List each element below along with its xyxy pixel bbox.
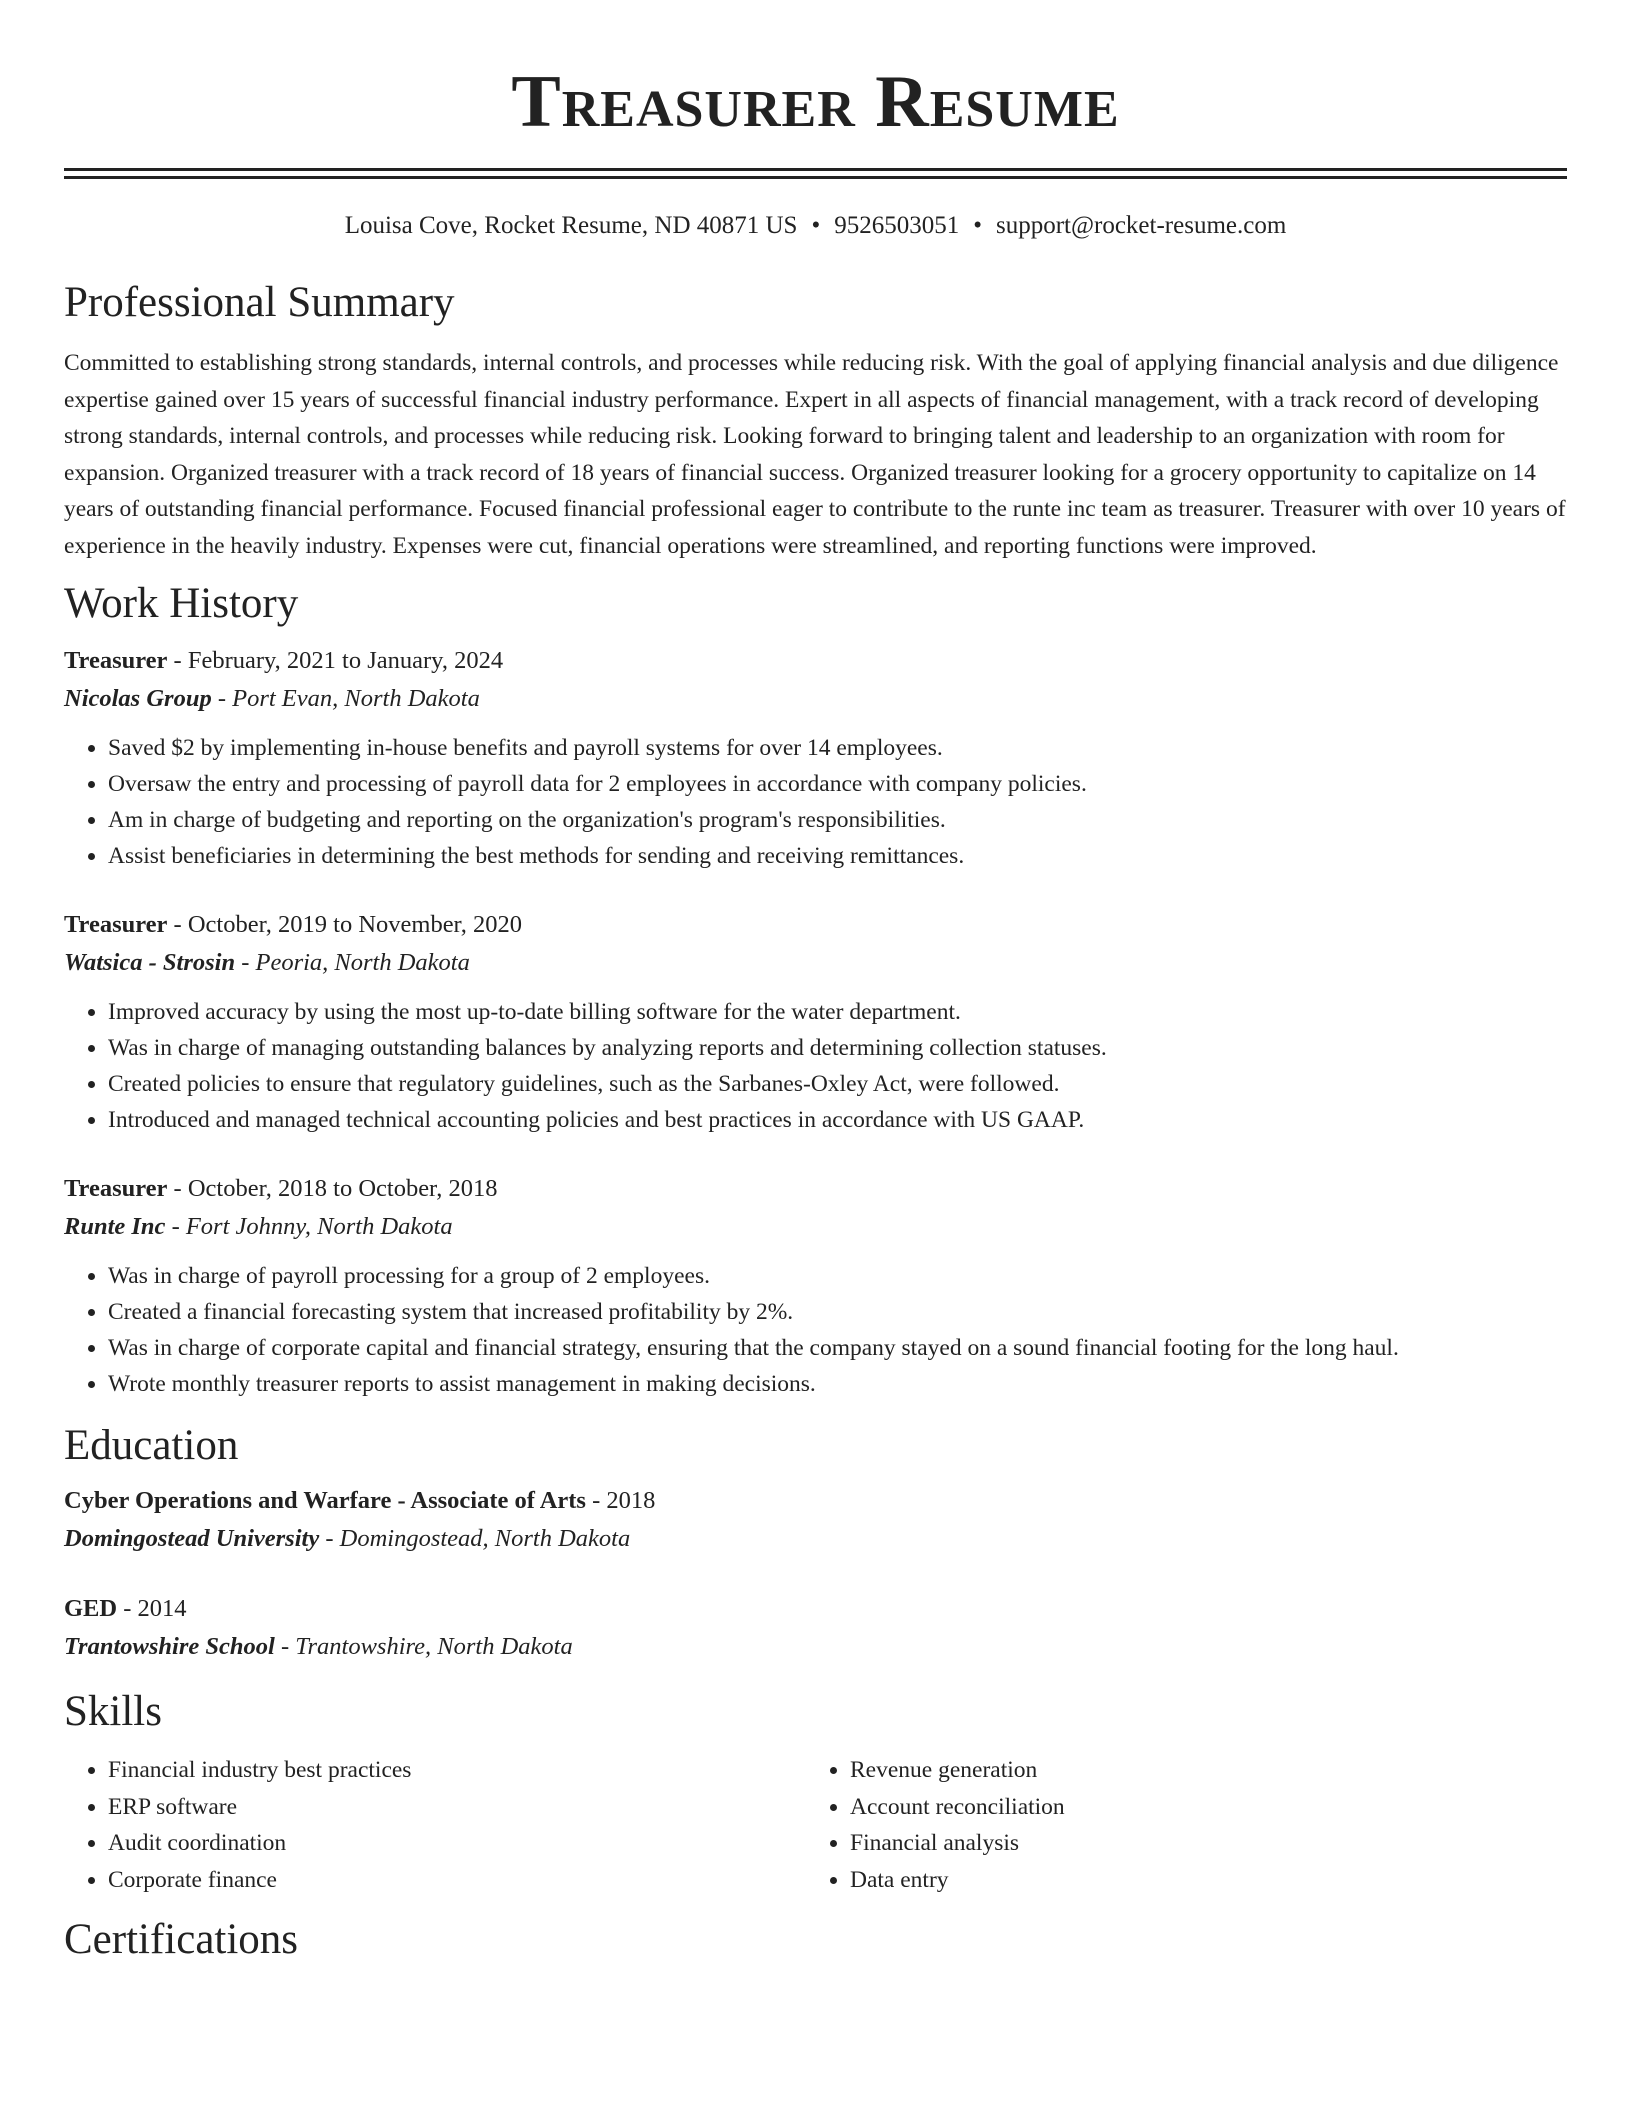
job-company-line	[64, 1208, 1567, 1246]
education-year: - 2018	[585, 1487, 656, 1514]
education-degree: GED	[64, 1595, 118, 1622]
job-title-line	[64, 906, 1567, 944]
job-title: Treasurer	[64, 1175, 168, 1202]
list-item: • Wrote monthly treasurer reports to assist management in making decisions.	[108, 1366, 1567, 1402]
summary-text: Committed to establishing strong standards, internal controls, and processes while reducing risk. With the goal of applying financial analysis and due diligence expertise gained over 15 years of successful financial industry performance. Expert in all aspects of financial management, with a track record of developing strong standards, internal controls, and processes while reducing risk. Looking forward to bringing talent and leadership to an organization with room for expansion. Organized treasurer with a track record of 18 years of financial success. Organized treasurer looking for a grocery opportunity to capitalize on 14 years of outstanding financial performance. Focused financial professional eager to contribute to the runte inc team as treasurer. Treasurer with over 10 years of experience in the heavily industry. Expenses were cut, financial operations were streamlined, and reporting functions were improved.	[64, 350, 1566, 559]
education-school-line	[64, 1520, 1567, 1558]
skill-item: • Account reconciliation	[850, 1789, 1548, 1826]
list-item: • Improved accuracy by using the most up-to-date billing software for the water department.	[108, 994, 1567, 1030]
skills-column-left	[64, 1752, 806, 1898]
skill-item: • Audit coordination	[108, 1825, 806, 1862]
job-location: - Fort Johnny, North Dakota	[165, 1213, 453, 1240]
skill-item: • ERP software	[108, 1789, 806, 1826]
job-location: - Port Evan, North Dakota	[211, 685, 480, 712]
job-company-line	[64, 680, 1567, 718]
job-duties	[64, 730, 1567, 874]
skills-column-right	[806, 1752, 1548, 1898]
title-divider-bottom	[64, 176, 1567, 179]
list-item: • Created policies to ensure that regulatory guidelines, such as the Sarbanes-Oxley Act, were followed.	[108, 1066, 1567, 1102]
job-title: Treasurer	[64, 911, 168, 938]
list-item: • Was in charge of corporate capital and financial strategy, ensuring that the company stayed on a sound financial footing for the long haul.	[108, 1330, 1567, 1366]
list-item: • Oversaw the entry and processing of payroll data for 2 employees in accordance with company policies.	[108, 766, 1567, 802]
contact-address: Louisa Cove, Rocket Resume, ND 40871 US	[344, 212, 798, 239]
education-location: - Domingostead, North Dakota	[319, 1525, 631, 1552]
list-item: • Created a financial forecasting system that increased profitability by 2%.	[108, 1294, 1567, 1330]
job-title-line	[64, 1170, 1567, 1208]
job-dates: - October, 2019 to November, 2020	[167, 911, 522, 938]
skill-item: • Data entry	[850, 1862, 1548, 1899]
contact-phone: 9526503051	[834, 212, 960, 239]
page-title: Treasurer Resume	[511, 61, 1120, 143]
education-school: Domingostead University	[64, 1525, 320, 1552]
section-heading-skills: Skills	[64, 1688, 162, 1735]
education-entry	[64, 1482, 1567, 1558]
section-heading-education: Education	[64, 1422, 239, 1469]
skill-item: • Financial analysis	[850, 1825, 1548, 1862]
job-company: Nicolas Group	[64, 685, 212, 712]
title-divider-top	[64, 168, 1567, 171]
list-item: • Was in charge of payroll processing for a group of 2 employees.	[108, 1258, 1567, 1294]
contact-line	[64, 211, 1567, 241]
education-degree-line	[64, 1482, 1567, 1520]
job-dates: - October, 2018 to October, 2018	[167, 1175, 498, 1202]
education-location: - Trantowshire, North Dakota	[274, 1633, 573, 1660]
education-entry	[64, 1590, 1567, 1666]
contact-separator: •	[973, 212, 982, 239]
job-entry	[64, 1170, 1567, 1402]
education-year: - 2014	[117, 1595, 187, 1622]
job-dates: - February, 2021 to January, 2024	[167, 647, 504, 674]
job-company: Watsica - Strosin	[64, 949, 236, 976]
skill-item: • Revenue generation	[850, 1752, 1548, 1789]
job-location: - Peoria, North Dakota	[235, 949, 470, 976]
skill-item: • Corporate finance	[108, 1862, 806, 1899]
skill-item: • Financial industry best practices	[108, 1752, 806, 1789]
job-company: Runte Inc	[64, 1213, 166, 1240]
contact-email: support@rocket-resume.com	[995, 212, 1287, 239]
job-duties	[64, 1258, 1567, 1402]
job-duties	[64, 994, 1567, 1138]
section-heading-certifications: Certifications	[64, 1916, 299, 1963]
job-title: Treasurer	[64, 647, 168, 674]
list-item: • Introduced and managed technical accounting policies and best practices in accordance with US GAAP.	[108, 1102, 1567, 1138]
section-heading-work-history: Work History	[64, 580, 299, 627]
job-title-line	[64, 642, 1567, 680]
section-heading-summary: Professional Summary	[64, 279, 455, 326]
resume-content	[64, 0, 1567, 1966]
skills-grid	[64, 1752, 1567, 1898]
education-school: Trantowshire School	[64, 1633, 275, 1660]
job-company-line	[64, 944, 1567, 982]
contact-separator: •	[811, 212, 821, 239]
list-item: • Am in charge of budgeting and reporting on the organization's program's responsibilities.	[108, 802, 1567, 838]
education-degree-line	[64, 1590, 1567, 1628]
list-item: • Saved $2 by implementing in-house benefits and payroll systems for over 14 employees.	[108, 730, 1567, 766]
list-item: • Assist beneficiaries in determining the best methods for sending and receiving remittances.	[108, 838, 1567, 874]
job-entry	[64, 906, 1567, 1138]
job-entry	[64, 642, 1567, 874]
education-degree: Cyber Operations and Warfare - Associate of Arts	[64, 1487, 586, 1514]
education-school-line	[64, 1628, 1567, 1666]
list-item: • Was in charge of managing outstanding balances by analyzing reports and determining collection statuses.	[108, 1030, 1567, 1066]
